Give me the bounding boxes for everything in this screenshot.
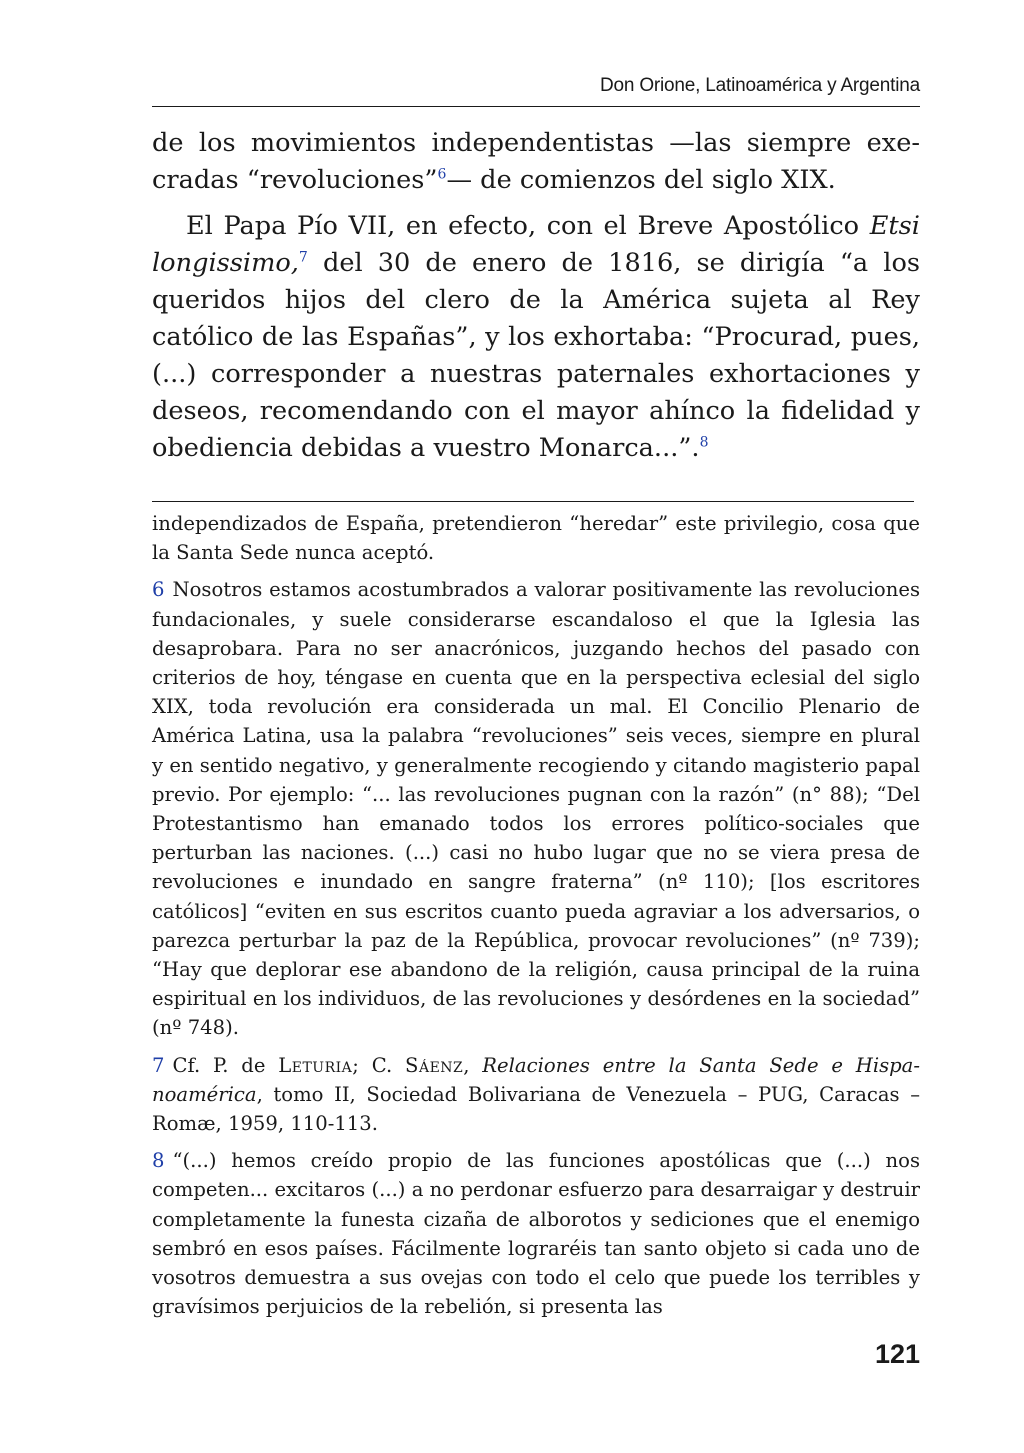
footnote-6-number[interactable]: 6 bbox=[152, 578, 165, 602]
header-rule bbox=[152, 106, 920, 107]
footnote-7-number[interactable]: 7 bbox=[152, 1053, 165, 1077]
paragraph-1 bbox=[152, 125, 920, 199]
footnote-7-author-2: Sáenz bbox=[405, 1053, 464, 1077]
footnote-6-text: Nosotros estamos acostumbrados a valorar positivamente las revoluciones fundacionales, y suele considerarse escandaloso el que la Iglesia las desaprobara. Para no ser anacrónicos, juzgando hechos del pasado con criterios de hoy, téngase en cuenta que en la perspectiva eclesial del siglo XIX, toda revolución era considerada un mal. El Concilio Plenario de América Latina, usa la palabra “revoluciones” seis veces, siempre en plural y en sentido negativo, y generalmente recogiendo y citando magisterio papal previo. Por ejemplo: “... las revoluciones pugnan con la razón” (n° 88); “Del Protestantismo han emanado todos los errores político-sociales que perturban las naciones. (...) casi no hubo lugar que no se viera presa de revoluciones e inundado en sangre fraterna” (nº 110); [los escritores católicos] “eviten en sus escritos cuanto pueda agraviar a los adversarios, o parezca perturbar la paz de la República, provocar revoluciones” (nº 739); “Hay que deplorar ese abandono de la religión, causa principal de la ruina espiritual en los individuos, de las revoluciones y desórdenes en la sociedad” (nº 748). bbox=[152, 578, 920, 1040]
footnote-7-rest: , tomo II, Sociedad Bolivariana de Venezuela – PUG, Caracas – Romæ, 1959, 110-113. bbox=[152, 1082, 920, 1136]
footnote-7-separator: ; C. bbox=[352, 1053, 406, 1077]
footnote-8-number[interactable]: 8 bbox=[152, 1149, 165, 1173]
footnote-ref-8[interactable]: 8 bbox=[699, 434, 709, 451]
paragraph-1-text-a: de los movimientos independentistas —las siempre execradas “revoluciones” bbox=[152, 128, 920, 195]
paragraph-2-text-a: El Papa Pío VII, en efecto, con el Breve Apostólico bbox=[186, 211, 870, 241]
footnote-continued: independizados de España, pretendieron “heredar” este privilegio, cosa que la Santa Sede nunca aceptó. bbox=[152, 512, 920, 565]
paragraph-2-text-b: del 30 de enero de 1816, se dirigía “a los queridos hijos del clero de la América sujeta al Rey católico de las Españas”, y los exhortaba: “Procurad, pues, (...) corresponder a nuestras paternales exhortaciones y deseos, recomendando con el mayor ahínco la fidelidad y obediencia debidas a vuestro Monarca...”. bbox=[152, 248, 920, 463]
page-number: 121 bbox=[874, 1339, 920, 1369]
paragraph-1-text-b: — de comienzos del siglo XIX. bbox=[446, 165, 836, 195]
footnote-8-text: “(...) hemos creído propio de las funciones apostólicas que (...) nos competen... excitaros (...) a no perdonar esfuerzo para desarraigar y destruir completamente la funesta cizaña de alborotos y sediciones que el enemigo sembró en esos países. Fácilmente lograréis tan santo objeto si cada uno de vosotros demuestra a sus ovejas con todo el celo que puede los terribles y gravísimos perjuicios de la rebelión, si presenta las bbox=[152, 1149, 920, 1319]
footnote-6 bbox=[152, 575, 920, 1042]
footnote-7 bbox=[152, 1051, 920, 1139]
footnote-7-author-1: Leturia bbox=[278, 1053, 353, 1077]
footnote-ref-7[interactable]: 7 bbox=[298, 249, 308, 266]
footnotes bbox=[152, 509, 920, 1329]
footnote-7-comma: , bbox=[463, 1053, 483, 1077]
brief-title: Etsi longissimo, bbox=[152, 211, 920, 278]
footnote-ref-6[interactable]: 6 bbox=[437, 166, 447, 183]
footnote-7-title: Relaciones entre la Santa Sede e Hispanoamérica bbox=[152, 1053, 920, 1106]
running-header: Don Orione, Latinoamérica y Argentina bbox=[599, 75, 920, 96]
footnote-rule bbox=[152, 501, 914, 502]
footnote-8 bbox=[152, 1146, 920, 1321]
main-text bbox=[152, 125, 920, 467]
footnote-7-prefix: Cf. P. de bbox=[172, 1053, 279, 1077]
paragraph-2 bbox=[152, 208, 920, 467]
